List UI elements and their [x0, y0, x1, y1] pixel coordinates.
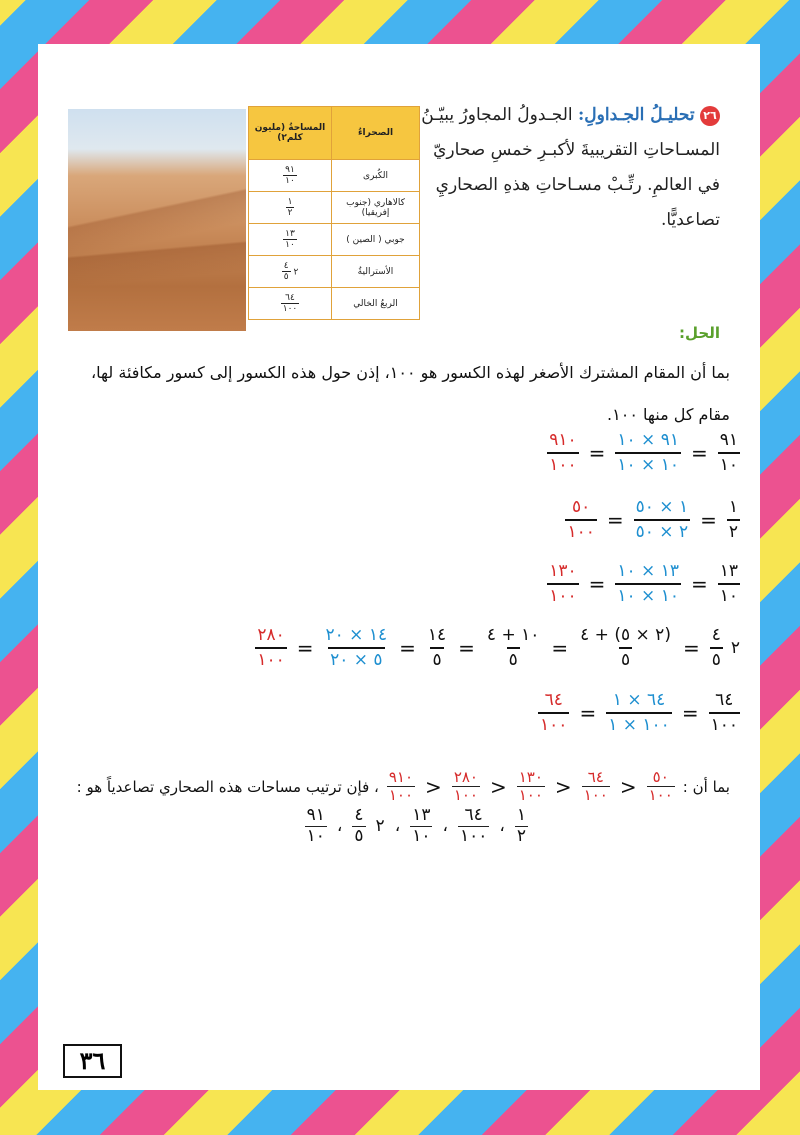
- equation-5: $\frac{٦٤}{١٠٠}$ = $\frac{٦٤ \times ١}{١٠٠ \times ١}$ = $\frac{٦٤}{١٠٠}$: [540, 690, 738, 735]
- equation-3: $\frac{١٣}{١٠}$ = $\frac{١٣ \times ١٠}{١٠ \times ١٠}$ = $\frac{١٣٠}{١٠٠}$: [549, 561, 738, 606]
- solution-intro: بما أن المقام المشترك الأصغر لهذه الكسور هو ١٠٠، إذن حول هذه الكسور إلى كسور مكافئة لها، مقام كل منها ١٠٠.: [91, 363, 730, 424]
- table-row: [249, 224, 420, 256]
- table-row: [249, 288, 420, 320]
- table-header-row: [249, 107, 420, 160]
- equation-1: $\frac{٩١}{١٠}$ = $\frac{٩١ \times ١٠}{١٠ \times ١٠}$ = $\frac{٩١٠}{١٠٠}$: [549, 430, 738, 475]
- problem-text: الجـدولُ المجاورُ يبيّـنُ المسـاحاتِ التقريبيةَ لأكبـرِ خمسِ صحاريّ في العالمِ. رتِّـبْ مسـاحاتِ هذهِ الصحاريِ تصاعديًّا.: [421, 105, 720, 230]
- order-prefix: بما أن :: [682, 777, 730, 796]
- desert-name: الربعُ الخالي: [332, 288, 420, 320]
- deserts-table: [248, 106, 420, 320]
- desert-area: $\frac{٦٤}{١٠٠}$: [249, 288, 332, 320]
- ordering-statement: بما أن : $\frac{٥٠}{١٠٠}$ < $\frac{٦٤}{١٠٠}$ < $\frac{١٣٠}{١٠٠}$ < $\frac{٢٨٠}{١٠٠}$ < $\frac{٩١٠}{١٠٠}$ ، فإن ترتيب مساحات هذه الصحاري تصاعدياً هو :: [76, 768, 730, 805]
- equation-4: ٢ $\frac{٤}{٥}$ = $\frac{(٢ \times ٥) + ٤}{٥}$ = $\frac{١٠ + ٤}{٥}$ = $\frac{١٤}{٥}$ = $\frac{١٤ \times ٢٠}{٥ \times ٢٠}$ = $\frac{٢٨٠}{١٠٠}$: [257, 625, 740, 670]
- problem-title: تحليـلُ الجـداولِ:: [578, 105, 695, 125]
- desert-name: كالاهاري (جنوب إفريقيا): [332, 192, 420, 224]
- header-area: المساحةُ (مليون كلم٢): [249, 107, 332, 160]
- table-row: [249, 256, 420, 288]
- problem-statement: [420, 98, 720, 238]
- page-number: ٣٦: [63, 1044, 122, 1078]
- header-desert: الصحراءُ: [332, 107, 420, 160]
- desert-area: ٢ $\frac{٤}{٥}$: [249, 256, 332, 288]
- page: [38, 44, 760, 1090]
- desert-area: $\frac{١٣}{١٠}$: [249, 224, 332, 256]
- problem-number: ٢٦: [700, 106, 720, 126]
- solution-label: الحل:: [679, 324, 720, 342]
- desert-name: الكُبرى: [332, 160, 420, 192]
- desert-name: جوبي ( الصين ): [332, 224, 420, 256]
- table-row: [249, 192, 420, 224]
- desert-area: $\frac{١}{٢}$: [249, 192, 332, 224]
- desert-photo: [68, 109, 246, 331]
- table-row: [249, 160, 420, 192]
- desert-name: الأستراليةُ: [332, 256, 420, 288]
- equation-2: $\frac{١}{٢}$ = $\frac{١ \times ٥٠}{٢ \times ٥٠}$ = $\frac{٥٠}{١٠٠}$: [567, 497, 738, 542]
- final-order: $\frac{١}{٢}$ ، $\frac{٦٤}{١٠٠}$ ، $\frac{١٣}{١٠}$ ، ٢ $\frac{٤}{٥}$ ، $\frac{٩١}{١٠}$: [306, 805, 526, 846]
- desert-area: $\frac{٩١}{١٠}$: [249, 160, 332, 192]
- order-suffix: ، فإن ترتيب مساحات هذه الصحاري تصاعدياً هو :: [76, 777, 379, 796]
